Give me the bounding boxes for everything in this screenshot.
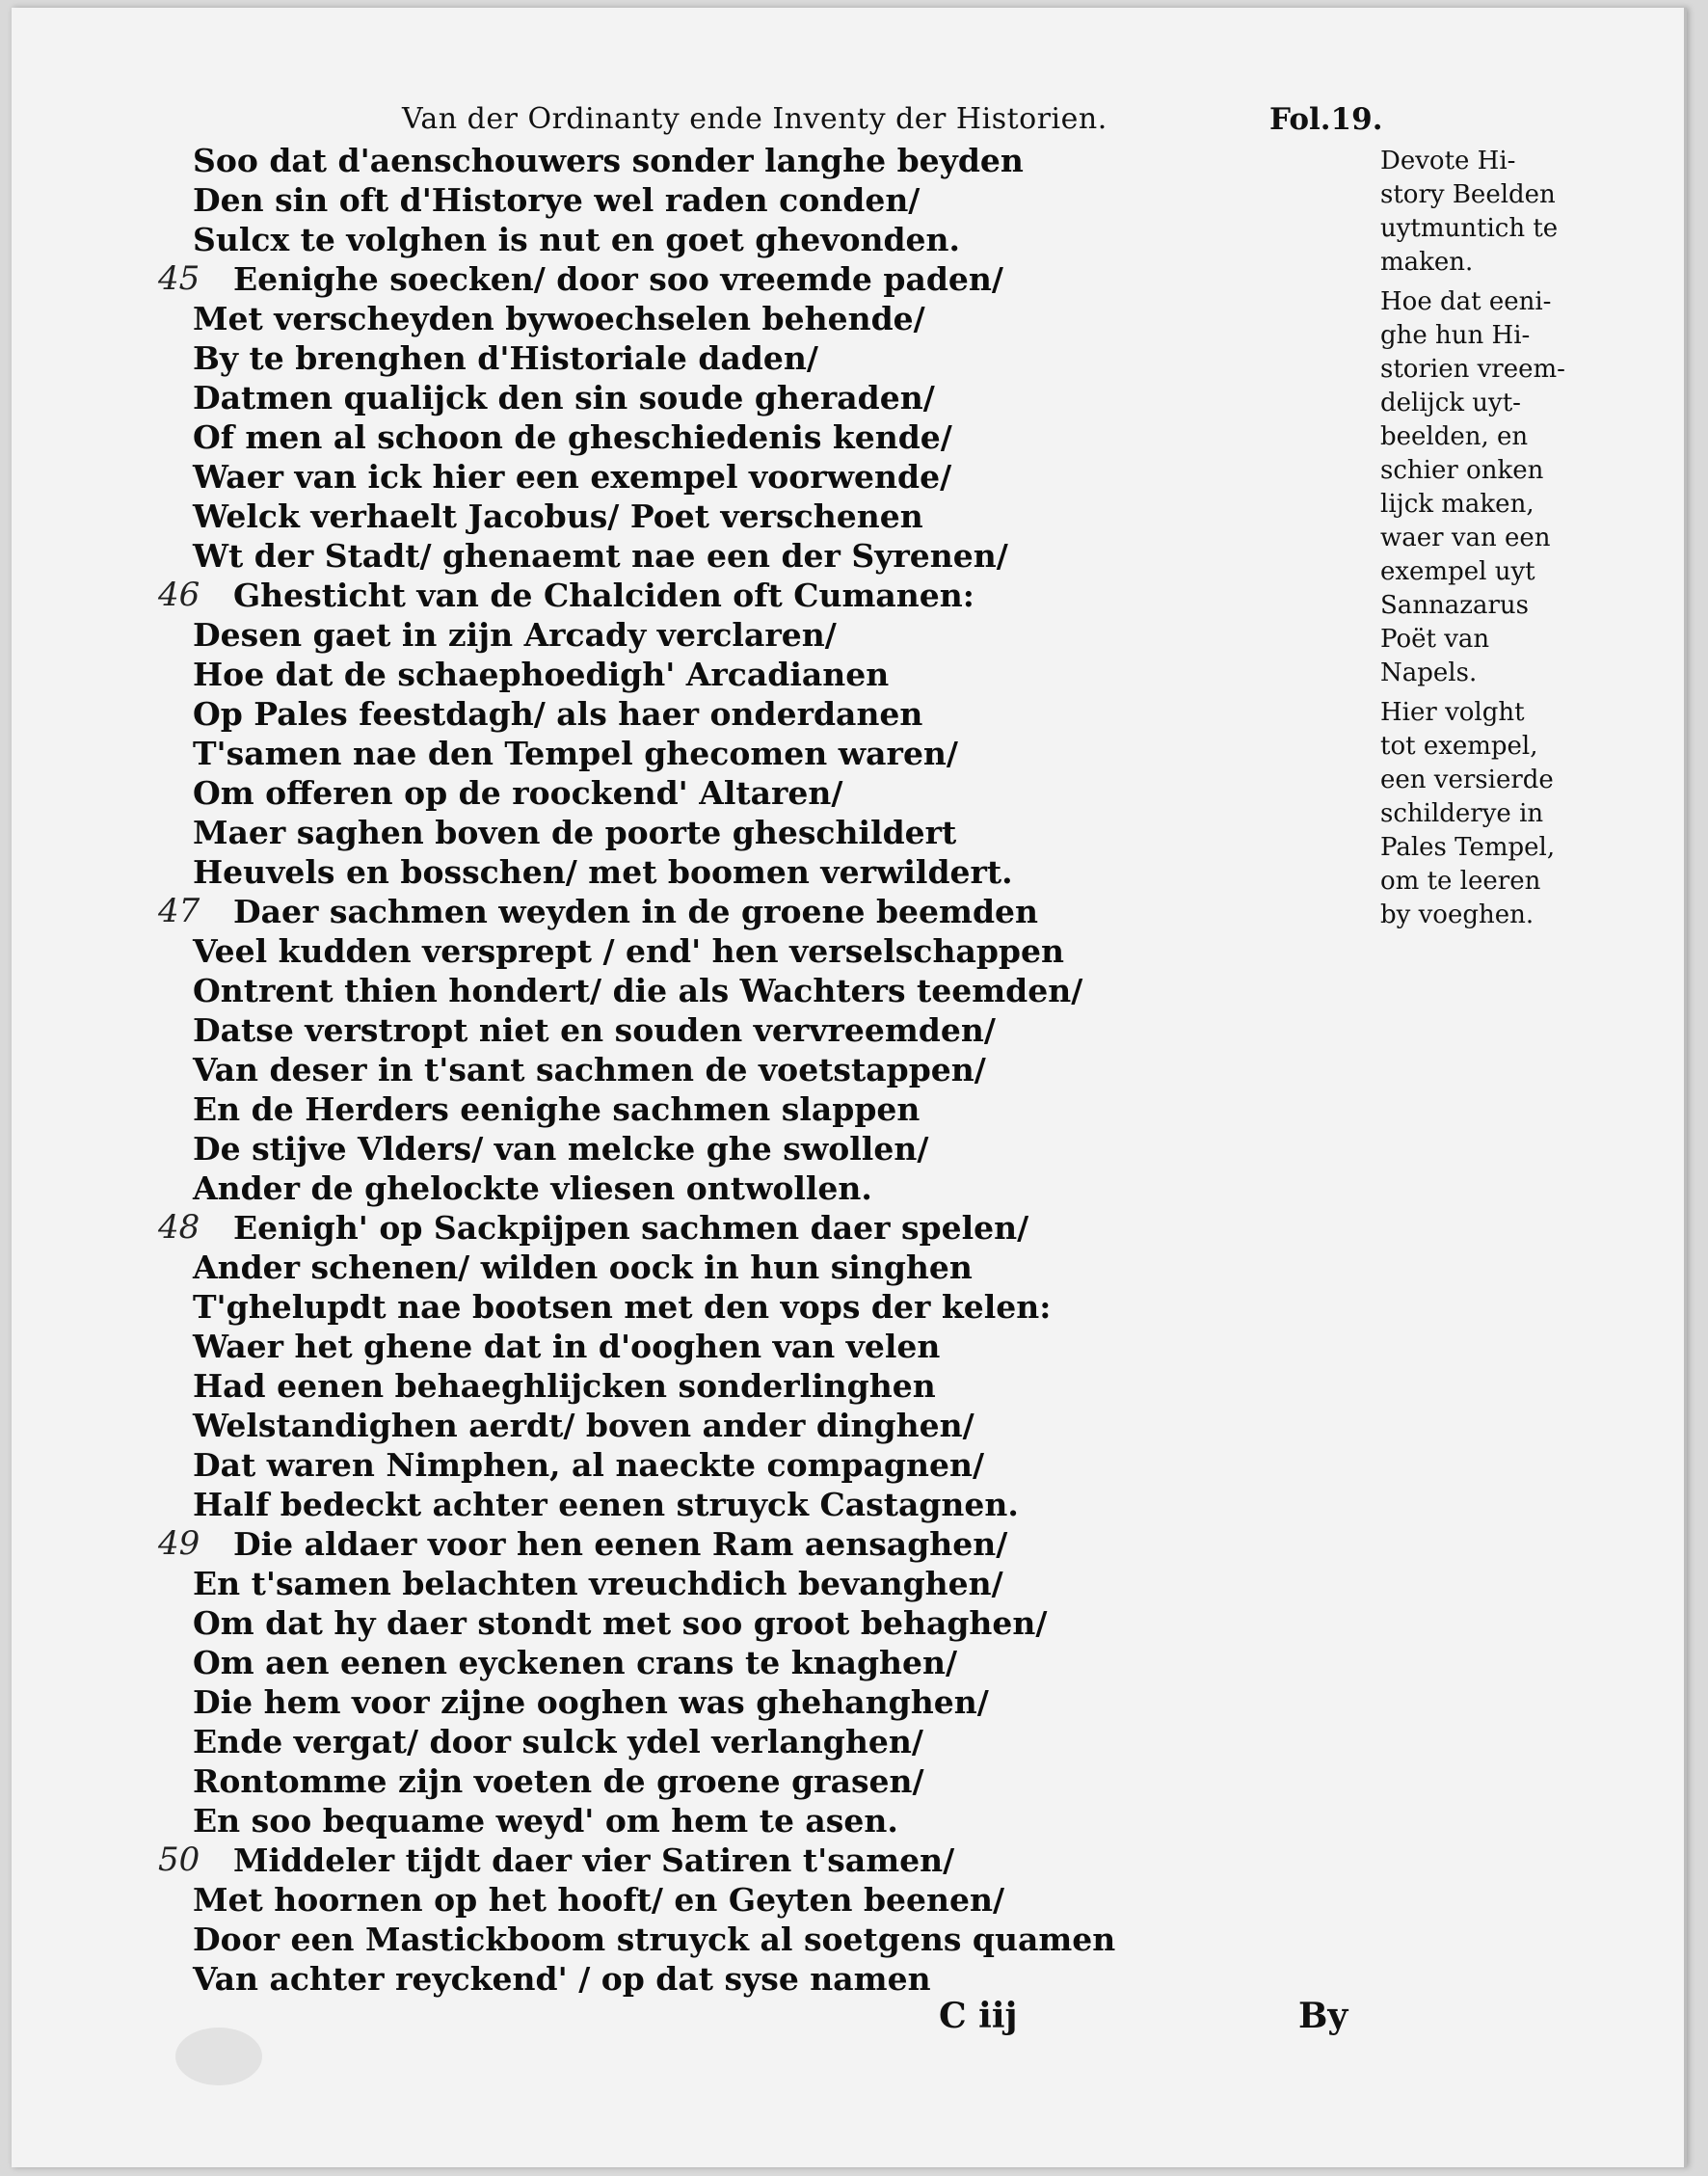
verse-line: [147, 417, 1149, 457]
verse-line: [147, 576, 1149, 615]
verse-line: [147, 1287, 1149, 1327]
verse-line: [147, 1880, 1149, 1920]
verse-line: [147, 1485, 1149, 1524]
stanza-number: 46: [158, 576, 200, 614]
verse-line-text: Ontrent thien hondert/ die als Wachters teemden/: [193, 972, 1083, 1009]
margin-note-line: Poët van: [1380, 625, 1490, 654]
margin-note-line: storien vreem-: [1380, 355, 1565, 384]
margin-note-line: tot exempel,: [1380, 732, 1538, 761]
verse-line-text: Den sin oft d'Historye wel raden conden/: [193, 181, 921, 219]
verse-line-text: Die aldaer voor hen eenen Ram aensaghen/: [233, 1525, 1008, 1563]
margin-note-line: story Beelden: [1380, 180, 1556, 209]
margin-note-line: waer van een: [1380, 524, 1551, 552]
verse-line-text: En soo bequame weyd' om hem te asen.: [193, 1802, 898, 1840]
verse-line: [147, 852, 1149, 892]
margin-note-line: Hier volght: [1380, 698, 1525, 727]
margin-note-line: een versierde: [1380, 766, 1554, 794]
verse-line: [147, 220, 1149, 259]
verse-line: [147, 299, 1149, 338]
verse-line-text: Welstandighen aerdt/ boven ander dinghen/: [193, 1407, 974, 1444]
verse-line-text: Veel kudden versprept / end' hen verselschappen: [193, 932, 1064, 970]
stanza-number: 49: [158, 1524, 200, 1563]
verse-line: [147, 1959, 1149, 1999]
verse-line-text: Rontomme zijn voeten de groene grasen/: [193, 1762, 924, 1800]
margin-note-line: ghe hun Hi-: [1380, 321, 1531, 350]
stanza-number: 47: [158, 892, 200, 930]
verse-line-text: Middeler tijdt daer vier Satiren t'samen/: [233, 1841, 955, 1879]
verse-line: [147, 1801, 1149, 1840]
margin-note-line: delijck uyt-: [1380, 389, 1521, 417]
verse-line: [147, 892, 1149, 931]
verse-line-text: En t'samen belachten vreuchdich bevanghen/: [193, 1565, 1003, 1602]
verse-line: [147, 1089, 1149, 1129]
verse-line: [147, 1010, 1149, 1050]
margin-note-line: Hoe dat eeni-: [1380, 287, 1552, 316]
verse-line: [147, 1524, 1149, 1564]
verse-line-text: Half bedeckt achter eenen struyck Castagnen.: [193, 1486, 1019, 1523]
margin-note-line: lijck maken,: [1380, 490, 1535, 519]
verse-line-text: Ghesticht van de Chalciden oft Cumanen:: [233, 577, 974, 614]
margin-note-line: schilderye in: [1380, 799, 1544, 828]
verse-line-text: Om aen eenen eyckenen crans te knaghen/: [193, 1644, 958, 1681]
verse-line-text: By te brenghen d'Historiale daden/: [193, 339, 818, 377]
verse-line-text: Van deser in t'sant sachmen de voetstappen/: [193, 1051, 986, 1088]
verse-line: [147, 1169, 1149, 1208]
margin-note-line: Sannazarus: [1380, 591, 1530, 620]
verse-line: [147, 1445, 1149, 1485]
verse-line: [147, 1761, 1149, 1801]
margin-note-line: by voeghen.: [1380, 900, 1535, 929]
verse-line: [147, 536, 1149, 576]
verse-line: [147, 971, 1149, 1010]
margin-notes: [1380, 145, 1621, 932]
verse-line: [147, 1050, 1149, 1089]
verse-line-text: Welck verhaelt Jacobus/ Poet verschenen: [193, 497, 923, 535]
verse-line-text: Om dat hy daer stondt met soo groot behaghen/: [193, 1604, 1048, 1642]
verse-line-text: T'ghelupdt nae bootsen met den vops der kelen:: [193, 1288, 1052, 1326]
page-smudge: [175, 2028, 262, 2085]
verse-line-text: Sulcx te volghen is nut en goet ghevonden.: [193, 221, 961, 258]
verse-line: [147, 1129, 1149, 1169]
verse-line: [147, 180, 1149, 220]
verse-line: [147, 1366, 1149, 1406]
book-page: [12, 8, 1687, 2167]
verse-line-text: Datse verstropt niet en souden vervreemden/: [193, 1011, 996, 1049]
verse-line: [147, 1920, 1149, 1959]
verse-line-text: Ander de ghelockte vliesen ontwollen.: [193, 1169, 872, 1207]
verse-line: [147, 615, 1149, 655]
verse-line: [147, 773, 1149, 813]
verse-line-text: Desen gaet in zijn Arcady verclaren/: [193, 616, 837, 654]
verse-line-text: Heuvels en bosschen/ met boomen verwildert.: [193, 853, 1013, 891]
verse-line: [147, 1564, 1149, 1603]
running-head: Van der Ordinanty ende Inventy der Historien.: [402, 102, 1108, 136]
margin-note-line: maken.: [1380, 248, 1474, 277]
verse-line-text: T'samen nae den Tempel ghecomen waren/: [193, 735, 958, 772]
verse-line-text: Hoe dat de schaephoedigh' Arcadianen: [193, 656, 890, 693]
verse-line-text: Eenighe soecken/ door soo vreemde paden/: [233, 260, 1003, 298]
verse-line-text: Wt der Stadt/ ghenaemt nae een der Syrenen/: [193, 537, 1008, 575]
verse-line: [147, 694, 1149, 734]
verse-line: [147, 1682, 1149, 1722]
verse-line-text: Waer van ick hier een exempel voorwende/: [193, 458, 952, 496]
verse-line-text: Datmen qualijck den sin soude gheraden/: [193, 379, 935, 416]
verse-line-text: Die hem voor zijne ooghen was ghehanghen/: [193, 1683, 989, 1721]
verse-line: [147, 378, 1149, 417]
verse-line: [147, 1208, 1149, 1248]
margin-note-line: Napels.: [1380, 658, 1478, 687]
verse-line-text: Daer sachmen weyden in de groene beemden: [233, 893, 1039, 930]
verse-line-text: Dat waren Nimphen, al naeckte compagnen/: [193, 1446, 985, 1484]
verse-text-block: [147, 141, 1149, 1999]
verse-line-text: Ander schenen/ wilden oock in hun singhen: [193, 1249, 973, 1286]
margin-note-line: exempel uyt: [1380, 557, 1535, 586]
verse-line-text: Met verscheyden bywoechselen behende/: [193, 300, 925, 337]
signature-mark: C iij: [939, 1996, 1018, 2036]
stanza-number: 45: [158, 259, 200, 298]
verse-line: [147, 1722, 1149, 1761]
verse-line: [147, 1840, 1149, 1880]
verse-line-text: Om offeren op de roockend' Altaren/: [193, 774, 843, 812]
verse-line-text: Door een Mastickboom struyck al soetgens quamen: [193, 1921, 1116, 1958]
verse-line: [147, 655, 1149, 694]
verse-line: [147, 497, 1149, 536]
verse-line: [147, 813, 1149, 852]
verse-line-text: Of men al schoon de gheschiedenis kende/: [193, 418, 952, 456]
verse-line-text: Had eenen behaeghlijcken sonderlinghen: [193, 1367, 936, 1405]
margin-note-line: Pales Tempel,: [1380, 833, 1556, 862]
verse-line-text: Eenigh' op Sackpijpen sachmen daer spelen/: [233, 1209, 1029, 1247]
verse-line: [147, 734, 1149, 773]
verse-line: [147, 931, 1149, 971]
verse-line: [147, 141, 1149, 180]
verse-line-text: En de Herders eenighe sachmen slappen: [193, 1090, 921, 1128]
stanza-number: 50: [158, 1840, 200, 1879]
verse-line: [147, 1643, 1149, 1682]
stanza-number: 48: [158, 1208, 200, 1247]
verse-line-text: Ende vergat/ door sulck ydel verlanghen/: [193, 1723, 923, 1760]
verse-line: [147, 1248, 1149, 1287]
verse-line-text: De stijve Vlders/ van melcke ghe swollen/: [193, 1130, 929, 1168]
verse-line: [147, 457, 1149, 497]
verse-line-text: Met hoornen op het hooft/ en Geyten beenen/: [193, 1881, 1005, 1919]
catchword: By: [1298, 1996, 1348, 2036]
margin-note-line: Devote Hi-: [1380, 147, 1516, 175]
verse-line-text: Op Pales feestdagh/ als haer onderdanen: [193, 695, 923, 733]
verse-line: [147, 1603, 1149, 1643]
margin-note-line: om te leeren: [1380, 867, 1541, 896]
verse-line-text: Maer saghen boven de poorte gheschildert: [193, 814, 957, 851]
verse-line-text: Soo dat d'aenschouwers sonder langhe beyden: [193, 142, 1024, 179]
verse-line: [147, 259, 1149, 299]
margin-note-line: uytmuntich te: [1380, 214, 1559, 243]
verse-line-text: Van achter reyckend' / op dat syse namen: [193, 1960, 931, 1998]
margin-note-line: schier onken: [1380, 456, 1544, 485]
verse-line-text: Waer het ghene dat in d'ooghen van velen: [193, 1328, 941, 1365]
margin-note-line: beelden, en: [1380, 422, 1529, 451]
folio-number: Fol.19.: [1269, 102, 1383, 137]
verse-line: [147, 338, 1149, 378]
verse-line: [147, 1327, 1149, 1366]
verse-line: [147, 1406, 1149, 1445]
